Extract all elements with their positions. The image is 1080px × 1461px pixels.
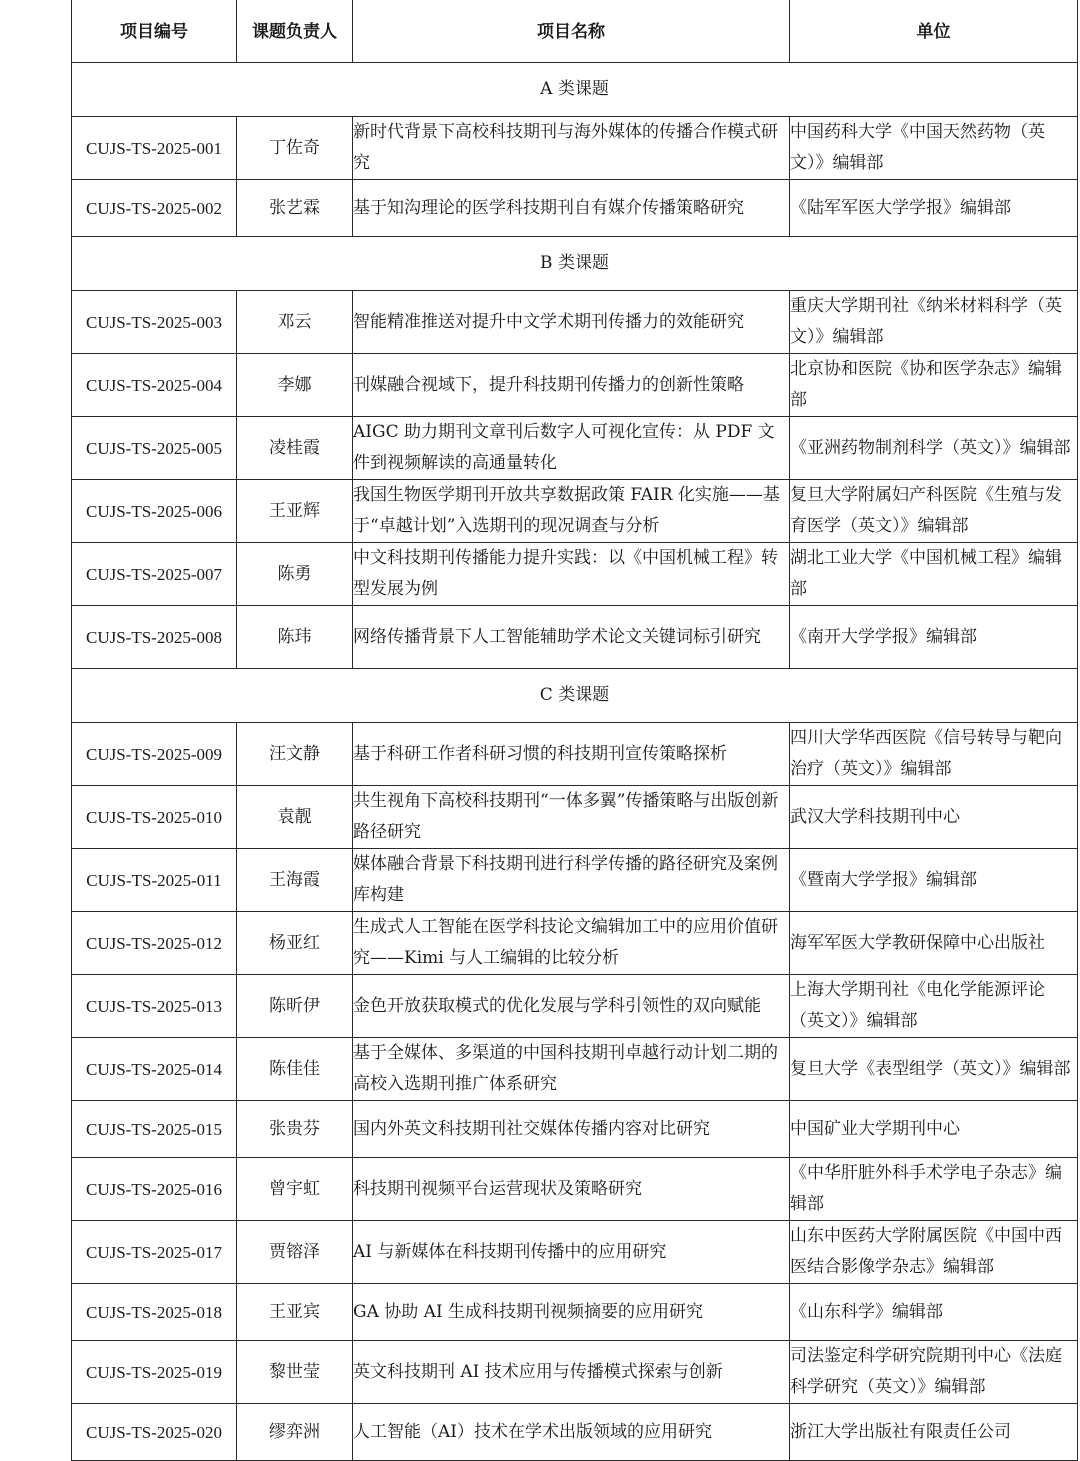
table-row bbox=[72, 849, 1078, 912]
project-name-cell: 生成式人工智能在医学科技论文编辑加工中的应用价值研究——Kimi 与人工编辑的比较分析 bbox=[353, 912, 790, 975]
project-code-cell: CUJS-TS-2025-016 bbox=[72, 1158, 237, 1221]
table-row bbox=[72, 1404, 1078, 1461]
project-code-cell: CUJS-TS-2025-008 bbox=[72, 606, 237, 669]
project-code-cell: CUJS-TS-2025-015 bbox=[72, 1101, 237, 1158]
unit-cell: 复旦大学附属妇产科医院《生殖与发育医学（英文）》编辑部 bbox=[790, 480, 1078, 543]
unit-cell: 四川大学华西医院《信号转导与靶向治疗（英文）》编辑部 bbox=[790, 723, 1078, 786]
project-name-cell: GA 协助 AI 生成科技期刊视频摘要的应用研究 bbox=[353, 1284, 790, 1341]
project-name-cell: 国内外英文科技期刊社交媒体传播内容对比研究 bbox=[353, 1101, 790, 1158]
table-row bbox=[72, 1221, 1078, 1284]
lead-cell: 曾宇虹 bbox=[237, 1158, 353, 1221]
lead-cell: 陈玮 bbox=[237, 606, 353, 669]
lead-cell: 袁靓 bbox=[237, 786, 353, 849]
table-row bbox=[72, 1038, 1078, 1101]
lead-cell: 陈佳佳 bbox=[237, 1038, 353, 1101]
lead-cell: 丁佐奇 bbox=[237, 117, 353, 180]
project-name-cell: 基于全媒体、多渠道的中国科技期刊卓越行动计划二期的高校入选期刊推广体系研究 bbox=[353, 1038, 790, 1101]
project-code-cell: CUJS-TS-2025-020 bbox=[72, 1404, 237, 1461]
table-row bbox=[72, 723, 1078, 786]
section-row bbox=[72, 669, 1078, 723]
unit-cell: 重庆大学期刊社《纳米材料科学（英文）》编辑部 bbox=[790, 291, 1078, 354]
project-code-cell: CUJS-TS-2025-006 bbox=[72, 480, 237, 543]
project-code-cell: CUJS-TS-2025-017 bbox=[72, 1221, 237, 1284]
table-row bbox=[72, 417, 1078, 480]
table-row bbox=[72, 291, 1078, 354]
unit-cell: 《中华肝脏外科手术学电子杂志》编辑部 bbox=[790, 1158, 1078, 1221]
unit-cell: 上海大学期刊社《电化学能源评论（英文）》编辑部 bbox=[790, 975, 1078, 1038]
unit-cell: 《南开大学学报》编辑部 bbox=[790, 606, 1078, 669]
lead-cell: 贾镕泽 bbox=[237, 1221, 353, 1284]
table-header-row bbox=[72, 0, 1078, 63]
header-project-name: 项目名称 bbox=[353, 0, 790, 63]
project-name-cell: 我国生物医学期刊开放共享数据政策 FAIR 化实施——基于“卓越计划”入选期刊的现况调查与分析 bbox=[353, 480, 790, 543]
project-table bbox=[71, 0, 1078, 1461]
lead-cell: 李娜 bbox=[237, 354, 353, 417]
unit-cell: 《暨南大学学报》编辑部 bbox=[790, 849, 1078, 912]
lead-cell: 王亚宾 bbox=[237, 1284, 353, 1341]
lead-cell: 陈昕伊 bbox=[237, 975, 353, 1038]
table-row bbox=[72, 543, 1078, 606]
project-code-cell: CUJS-TS-2025-002 bbox=[72, 180, 237, 237]
project-code-cell: CUJS-TS-2025-014 bbox=[72, 1038, 237, 1101]
table-row bbox=[72, 354, 1078, 417]
table-row bbox=[72, 1158, 1078, 1221]
section-row bbox=[72, 237, 1078, 291]
project-name-cell: 刊媒融合视域下，提升科技期刊传播力的创新性策略 bbox=[353, 354, 790, 417]
table-row bbox=[72, 1341, 1078, 1404]
project-name-cell: 共生视角下高校科技期刊“一体多翼”传播策略与出版创新路径研究 bbox=[353, 786, 790, 849]
lead-cell: 张贵芬 bbox=[237, 1101, 353, 1158]
lead-cell: 王海霞 bbox=[237, 849, 353, 912]
project-code-cell: CUJS-TS-2025-004 bbox=[72, 354, 237, 417]
table-row bbox=[72, 606, 1078, 669]
unit-cell: 《亚洲药物制剂科学（英文）》编辑部 bbox=[790, 417, 1078, 480]
table-row bbox=[72, 480, 1078, 543]
project-name-cell: 网络传播背景下人工智能辅助学术论文关键词标引研究 bbox=[353, 606, 790, 669]
lead-cell: 汪文静 bbox=[237, 723, 353, 786]
table-row bbox=[72, 786, 1078, 849]
project-code-cell: CUJS-TS-2025-018 bbox=[72, 1284, 237, 1341]
unit-cell: 《陆军军医大学学报》编辑部 bbox=[790, 180, 1078, 237]
project-name-cell: 基于知沟理论的医学科技期刊自有媒介传播策略研究 bbox=[353, 180, 790, 237]
table-row bbox=[72, 1284, 1078, 1341]
lead-cell: 陈勇 bbox=[237, 543, 353, 606]
section-title: B 类课题 bbox=[72, 237, 1078, 291]
table-row bbox=[72, 975, 1078, 1038]
project-code-cell: CUJS-TS-2025-013 bbox=[72, 975, 237, 1038]
project-table-body bbox=[72, 0, 1078, 1461]
project-code-cell: CUJS-TS-2025-009 bbox=[72, 723, 237, 786]
lead-cell: 杨亚红 bbox=[237, 912, 353, 975]
section-title: A 类课题 bbox=[72, 63, 1078, 117]
project-code-cell: CUJS-TS-2025-007 bbox=[72, 543, 237, 606]
project-code-cell: CUJS-TS-2025-011 bbox=[72, 849, 237, 912]
unit-cell: 武汉大学科技期刊中心 bbox=[790, 786, 1078, 849]
project-name-cell: 智能精准推送对提升中文学术期刊传播力的效能研究 bbox=[353, 291, 790, 354]
project-name-cell: 人工智能（AI）技术在学术出版领域的应用研究 bbox=[353, 1404, 790, 1461]
lead-cell: 邓云 bbox=[237, 291, 353, 354]
project-name-cell: 科技期刊视频平台运营现状及策略研究 bbox=[353, 1158, 790, 1221]
unit-cell: 湖北工业大学《中国机械工程》编辑部 bbox=[790, 543, 1078, 606]
project-code-cell: CUJS-TS-2025-005 bbox=[72, 417, 237, 480]
table-row bbox=[72, 180, 1078, 237]
project-name-cell: 中文科技期刊传播能力提升实践：以《中国机械工程》转型发展为例 bbox=[353, 543, 790, 606]
lead-cell: 缪弈洲 bbox=[237, 1404, 353, 1461]
lead-cell: 凌桂霞 bbox=[237, 417, 353, 480]
project-name-cell: 基于科研工作者科研习惯的科技期刊宣传策略探析 bbox=[353, 723, 790, 786]
project-code-cell: CUJS-TS-2025-003 bbox=[72, 291, 237, 354]
project-name-cell: 新时代背景下高校科技期刊与海外媒体的传播合作模式研究 bbox=[353, 117, 790, 180]
unit-cell: 浙江大学出版社有限责任公司 bbox=[790, 1404, 1078, 1461]
header-lead: 课题负责人 bbox=[237, 0, 353, 63]
unit-cell: 中国药科大学《中国天然药物（英文）》编辑部 bbox=[790, 117, 1078, 180]
project-name-cell: 媒体融合背景下科技期刊进行科学传播的路径研究及案例库构建 bbox=[353, 849, 790, 912]
unit-cell: 北京协和医院《协和医学杂志》编辑部 bbox=[790, 354, 1078, 417]
header-project-code: 项目编号 bbox=[72, 0, 237, 63]
project-code-cell: CUJS-TS-2025-001 bbox=[72, 117, 237, 180]
unit-cell: 中国矿业大学期刊中心 bbox=[790, 1101, 1078, 1158]
project-name-cell: AIGC 助力期刊文章刊后数字人可视化宣传：从 PDF 文件到视频解读的高通量转化 bbox=[353, 417, 790, 480]
section-row bbox=[72, 63, 1078, 117]
section-title: C 类课题 bbox=[72, 669, 1078, 723]
lead-cell: 张艺霖 bbox=[237, 180, 353, 237]
table-row bbox=[72, 1101, 1078, 1158]
lead-cell: 王亚辉 bbox=[237, 480, 353, 543]
project-code-cell: CUJS-TS-2025-019 bbox=[72, 1341, 237, 1404]
project-name-cell: 金色开放获取模式的优化发展与学科引领性的双向赋能 bbox=[353, 975, 790, 1038]
lead-cell: 黎世莹 bbox=[237, 1341, 353, 1404]
unit-cell: 山东中医药大学附属医院《中国中西医结合影像学杂志》编辑部 bbox=[790, 1221, 1078, 1284]
table-row bbox=[72, 117, 1078, 180]
project-code-cell: CUJS-TS-2025-010 bbox=[72, 786, 237, 849]
project-name-cell: AI 与新媒体在科技期刊传播中的应用研究 bbox=[353, 1221, 790, 1284]
unit-cell: 海军军医大学教研保障中心出版社 bbox=[790, 912, 1078, 975]
header-unit: 单位 bbox=[790, 0, 1078, 63]
unit-cell: 《山东科学》编辑部 bbox=[790, 1284, 1078, 1341]
table-row bbox=[72, 912, 1078, 975]
unit-cell: 司法鉴定科学研究院期刊中心《法庭科学研究（英文）》编辑部 bbox=[790, 1341, 1078, 1404]
unit-cell: 复旦大学《表型组学（英文）》编辑部 bbox=[790, 1038, 1078, 1101]
project-code-cell: CUJS-TS-2025-012 bbox=[72, 912, 237, 975]
project-name-cell: 英文科技期刊 AI 技术应用与传播模式探索与创新 bbox=[353, 1341, 790, 1404]
